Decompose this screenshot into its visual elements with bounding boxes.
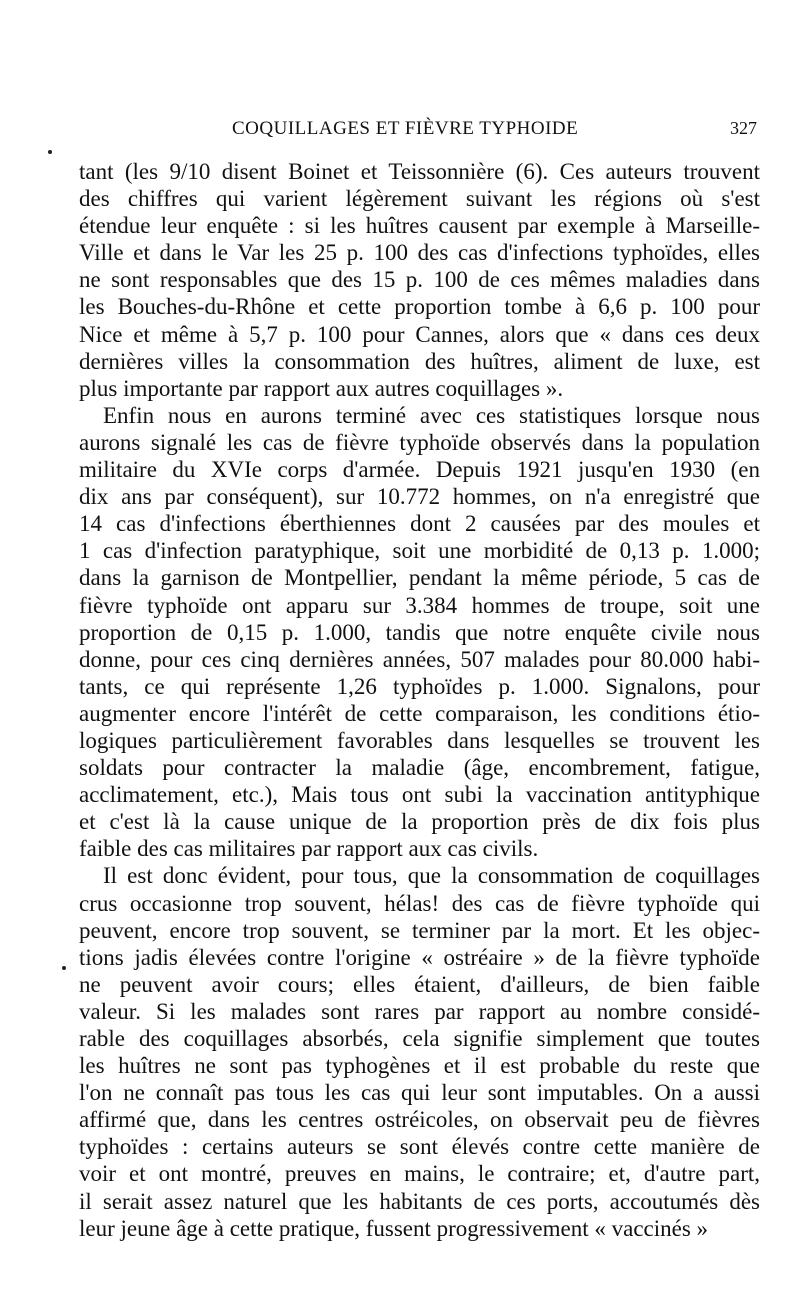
text-line: 1 cas d'infection paratyphique, soit une morbidité de 0,13 p. 1.000; (79, 538, 760, 564)
margin-speck (48, 150, 52, 154)
text-line: crus occasionne trop souvent, hélas! des cas de fièvre typhoïde qui (79, 890, 760, 916)
margin-speck (62, 966, 66, 970)
text-line: rable des coquillages absorbés, cela signifie simplement que toutes (79, 1026, 760, 1051)
text-line: voir et ont montré, preuves en mains, le contraire; et, d'autre part, (79, 1161, 760, 1187)
text-line: les Bouches-du-Rhône et cette proportion tombe à 6,6 p. 100 pour (79, 294, 760, 320)
text-line: dans la garnison de Montpellier, pendant la même période, 5 cas de (79, 565, 760, 591)
body-text (79, 158, 760, 1242)
text-line: tants, ce qui représente 1,26 typhoïdes p. 1.000. Signalons, pour (79, 673, 760, 699)
text-line: leur jeune âge à cette pratique, fussent progressivement « vaccinés » (79, 1215, 709, 1241)
text-line: soldats pour contracter la maladie (âge, encombrement, fatigue, (79, 755, 760, 781)
text-line: typhoïdes : certains auteurs se sont élevés contre cette manière de (79, 1134, 760, 1160)
text-line: faible des cas militaires par rapport aux cas civils. (79, 836, 539, 862)
text-line: aurons signalé les cas de fièvre typhoïde observés dans la population (79, 429, 760, 455)
text-line: valeur. Si les malades sont rares par rapport au nombre considé- (79, 998, 760, 1024)
text-line: affirmé que, dans les centres ostréicoles, on observait peu de fièvres (79, 1107, 760, 1133)
text-line: donne, pour ces cinq dernières années, 507 malades pour 80.000 habi- (79, 646, 760, 672)
page-number: 327 (730, 118, 757, 138)
text-line: et c'est là la cause unique de la proportion près de dix fois plus (79, 809, 760, 835)
text-line: militaire du XVIe corps d'armée. Depuis 1921 jusqu'en 1930 (en (79, 457, 760, 483)
text-line: Ville et dans le Var les 25 p. 100 des cas d'infections typhoïdes, elles (79, 240, 760, 266)
paragraph (79, 402, 760, 863)
text-line: dix ans par conséquent), sur 10.772 hommes, on n'a enregistré que (79, 484, 760, 510)
text-line: tant (les 9/10 disent Boinet et Teissonnière (6). Ces auteurs trouvent (79, 159, 760, 184)
paragraph (79, 158, 760, 402)
text-line: plus importante par rapport aux autres coquillages ». (79, 375, 564, 401)
text-line: proportion de 0,15 p. 1.000, tandis que notre enquête civile nous (79, 619, 760, 645)
text-line: 14 cas d'infections éberthiennes dont 2 causées par des moules et (79, 511, 760, 537)
text-line: étendue leur enquête : si les huîtres causent par exemple à Marseille- (79, 213, 760, 239)
text-line: tions jadis élevées contre l'origine « ostréaire » de la fièvre typhoïde (79, 944, 760, 970)
text-line: fièvre typhoïde ont apparu sur 3.384 hommes de troupe, soit une (79, 592, 760, 618)
text-line: les huîtres ne sont pas typhogènes et il est probable du reste que (79, 1053, 760, 1079)
paragraph (79, 862, 760, 1241)
text-line: Enfin nous en aurons terminé avec ces statistiques lorsque nous (103, 402, 760, 428)
text-line: l'on ne connaît pas tous les cas qui leur sont imputables. On a aussi (79, 1080, 760, 1106)
text-line: Il est donc évident, pour tous, que la consommation de coquillages (103, 863, 760, 889)
text-line: ne peuvent avoir cours; elles étaient, d'ailleurs, de bien faible (79, 971, 760, 997)
running-title: COQUILLAGES ET FIÈVRE TYPHOIDE (232, 118, 579, 139)
text-line: des chiffres qui varient légèrement suivant les régions où s'est (79, 186, 760, 212)
running-head (0, 118, 800, 148)
text-line: ne sont responsables que des 15 p. 100 de ces mêmes maladies dans (79, 267, 760, 293)
text-line: acclimatement, etc.), Mais tous ont subi la vaccination antityphique (79, 782, 760, 808)
text-line: logiques particulièrement favorables dans lesquelles se trouvent les (79, 727, 760, 753)
text-line: peuvent, encore trop souvent, se terminer par la mort. Et les objec- (79, 917, 760, 943)
text-line: Nice et même à 5,7 p. 100 pour Cannes, alors que « dans ces deux (79, 321, 760, 347)
text-line: augmenter encore l'intérêt de cette comparaison, les conditions étio- (79, 700, 760, 726)
text-line: il serait assez naturel que les habitants de ces ports, accoutumés dès (79, 1188, 760, 1214)
text-line: dernières villes la consommation des huîtres, aliment de luxe, est (79, 348, 760, 374)
